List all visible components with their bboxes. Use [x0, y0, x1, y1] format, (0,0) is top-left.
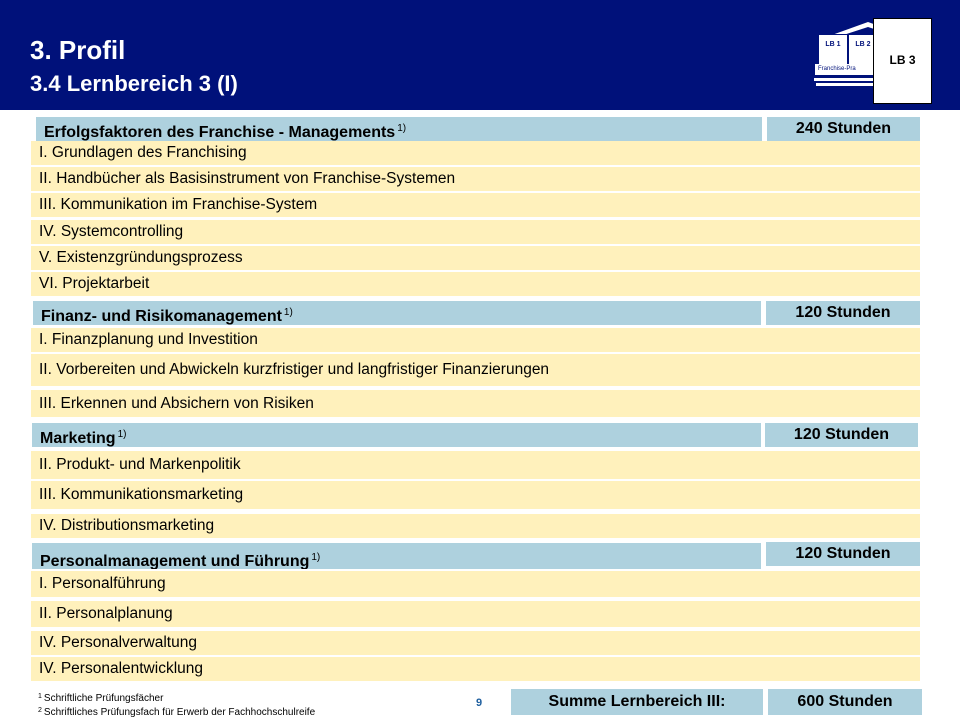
list-item: II. Vorbereiten und Abwickeln kurzfristiger und langfristiger Finanzierungen [31, 354, 920, 386]
list-item: V. Existenzgründungsprozess [31, 246, 920, 270]
list-item: IV. Personalverwaltung [31, 631, 920, 655]
list-item: IV. Personalentwicklung [31, 657, 920, 681]
summary-value: 600 Stunden [768, 689, 922, 715]
footnote-mark: 1) [311, 552, 321, 563]
footnote-2: $^2$ Schriftliches Prüfungsfach für Erwerb der Fachhochschulreife [38, 707, 316, 718]
section-hours: 120 Stunden [765, 423, 918, 447]
section-header-personnel [32, 543, 761, 569]
list-item: I. Finanzplanung und Investition [31, 328, 920, 352]
list-item: I. Grundlagen des Franchising [31, 141, 920, 165]
section-title: Marketing [40, 430, 116, 447]
section-header-franchise-management [36, 117, 762, 141]
section-title: Personalmanagement und Führung [40, 553, 310, 569]
logo-current-lb3: LB 3 [873, 18, 932, 104]
list-item: I. Personalführung [31, 571, 920, 597]
page-title: 3. Profil [30, 35, 126, 65]
section-hours: 240 Stunden [767, 117, 920, 141]
section-hours: 120 Stunden [766, 301, 920, 325]
section-hours: 120 Stunden [766, 542, 920, 566]
list-item: III. Kommunikationsmarketing [31, 481, 920, 509]
footnote-mark: 1) [283, 307, 293, 318]
section-title: Finanz- und Risikomanagement [41, 308, 282, 325]
header-banner [0, 0, 960, 110]
footnote-mark: 1) [397, 123, 407, 134]
footnote-1: $^1$ Schriftliche Prüfungsfächer [38, 693, 164, 704]
footnote-mark: 1) [117, 429, 127, 440]
footnotes [38, 691, 315, 719]
summary-label: Summe Lernbereich III: [511, 689, 763, 715]
logo-pillar-lb2: LB 2 [848, 34, 878, 74]
logo-pillar-lb1: LB 1 [818, 34, 848, 74]
list-item: II. Personalplanung [31, 601, 920, 627]
logo-base-label: Franchise-Pra [815, 64, 886, 75]
section-title: Erfolgsfaktoren des Franchise - Managements [44, 124, 396, 141]
page-number: 9 [476, 697, 483, 709]
list-item: III. Erkennen und Absichern von Risiken [31, 390, 920, 417]
list-item: II. Handbücher als Basisinstrument von Franchise-Systemen [31, 167, 920, 191]
list-item: IV. Systemcontrolling [31, 220, 920, 244]
list-item: VI. Projektarbeit [31, 272, 920, 296]
list-item: III. Kommunikation im Franchise-System [31, 193, 920, 217]
section-header-marketing [32, 423, 761, 447]
list-item: IV. Distributionsmarketing [31, 514, 920, 538]
list-item: II. Produkt- und Markenpolitik [31, 451, 920, 479]
page-subtitle: 3.4 Lernbereich 3 (I) [30, 71, 238, 96]
learning-area-logo [810, 16, 934, 106]
section-header-finance-risk [33, 301, 761, 325]
